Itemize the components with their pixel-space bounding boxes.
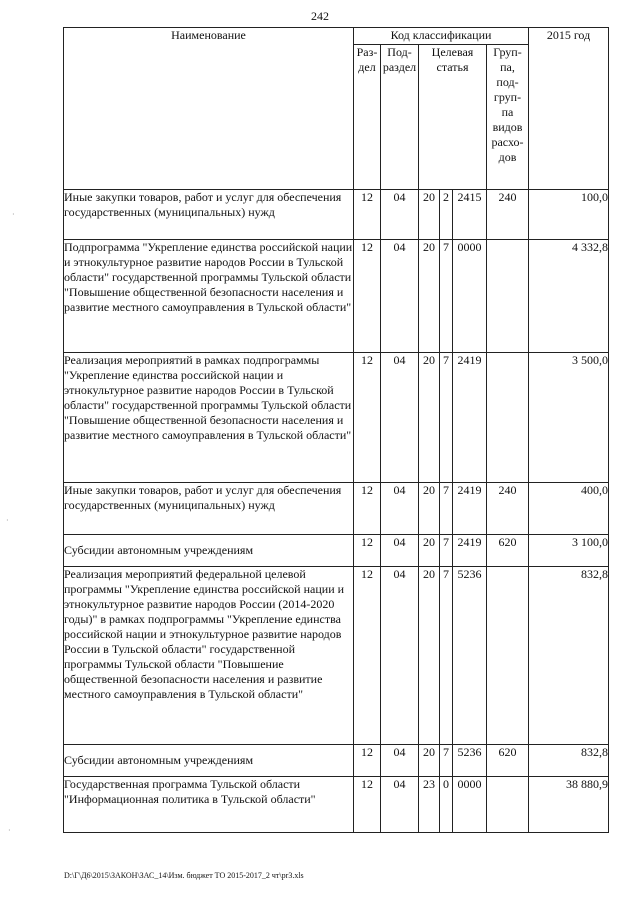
row-cs1: 20	[419, 745, 440, 777]
row-podrazdel: 04	[381, 567, 419, 745]
table-row	[64, 483, 609, 535]
row-name: Государственная программа Тульской области "Информационная политика в Тульской области"	[64, 777, 354, 833]
header-target-text: Целевая статья	[431, 45, 474, 74]
scan-speck: ·	[6, 516, 9, 525]
table-row	[64, 353, 609, 483]
row-cs3: 0000	[453, 777, 487, 833]
header-target	[419, 45, 487, 190]
row-cs2: 7	[440, 353, 453, 483]
header-subsection	[381, 45, 419, 190]
row-razdel: 12	[354, 483, 381, 535]
row-name: Реализация мероприятий федеральной целевой программы "Укрепление единства российской нации и этнокультурное развитие народов России (2014-2020 годы)" в рамках подпрограммы "Укрепление единства российской нации и этнокультурное развитие народов России в Тульской области" государственной программы Тульской области "Повышение общественной безопасности населения и развитие местного самоуправления в Тульской области"	[64, 567, 354, 745]
row-vid	[487, 567, 529, 745]
row-name: Субсидии автономным учреждениям	[64, 535, 354, 567]
row-cs3: 2419	[453, 535, 487, 567]
row-vid: 620	[487, 745, 529, 777]
scan-speck: ·	[8, 826, 11, 835]
row-razdel: 12	[354, 745, 381, 777]
row-vid	[487, 240, 529, 353]
header-section-text: Раз- дел	[356, 45, 378, 74]
table-header	[64, 28, 609, 190]
row-cs3: 2419	[453, 483, 487, 535]
table-row	[64, 567, 609, 745]
row-podrazdel: 04	[381, 535, 419, 567]
row-amount: 38 880,9	[529, 777, 609, 833]
row-name: Подпрограмма "Укрепление единства российской нации и этнокультурное развитие народов России в Тульской области" государственной программы Тульской области "Повышение общественной безопасности населения и развитие местного самоуправления в Тульской области"	[64, 240, 354, 353]
budget-table	[63, 27, 609, 833]
row-podrazdel: 04	[381, 483, 419, 535]
page-number: 242	[311, 9, 329, 23]
row-razdel: 12	[354, 777, 381, 833]
row-cs2: 2	[440, 190, 453, 240]
header-classification: Код классификации	[354, 28, 529, 45]
row-cs1: 20	[419, 353, 440, 483]
row-cs1: 20	[419, 567, 440, 745]
table-row	[64, 240, 609, 353]
row-amount: 400,0	[529, 483, 609, 535]
row-cs3: 5236	[453, 745, 487, 777]
header-group-text: Груп- па, под- груп- па видов расхо- дов	[491, 45, 524, 164]
row-cs2: 7	[440, 745, 453, 777]
row-cs1: 20	[419, 190, 440, 240]
row-podrazdel: 04	[381, 745, 419, 777]
row-cs3: 0000	[453, 240, 487, 353]
table-row	[64, 535, 609, 567]
row-cs2: 7	[440, 483, 453, 535]
row-vid: 240	[487, 483, 529, 535]
row-cs1: 23	[419, 777, 440, 833]
row-razdel: 12	[354, 535, 381, 567]
file-path-footer: D:\Г\Д6\2015\ЗАКОН\ЗАС_14\Изм. бюджет ТО 2015-2017_2 чт\pr3.xls	[64, 871, 304, 880]
row-amount: 3 100,0	[529, 535, 609, 567]
row-razdel: 12	[354, 353, 381, 483]
row-razdel: 12	[354, 567, 381, 745]
row-cs2: 7	[440, 240, 453, 353]
row-cs2: 0	[440, 777, 453, 833]
row-cs2: 7	[440, 535, 453, 567]
row-amount: 100,0	[529, 190, 609, 240]
table-row	[64, 745, 609, 777]
row-cs3: 2419	[453, 353, 487, 483]
row-amount: 832,8	[529, 745, 609, 777]
row-podrazdel: 04	[381, 240, 419, 353]
row-name: Субсидии автономным учреждениям	[64, 745, 354, 777]
header-year: 2015 год	[529, 28, 609, 190]
row-podrazdel: 04	[381, 777, 419, 833]
scan-speck: ·	[12, 210, 15, 219]
row-name: Реализация мероприятий в рамках подпрограммы "Укрепление единства российской нации и этнокультурное развитие народов России в Тульской области" государственной программы Тульской области "Повышение общественной безопасности населения и развитие местного самоуправления в Тульской области"	[64, 353, 354, 483]
row-cs1: 20	[419, 240, 440, 353]
row-razdel: 12	[354, 190, 381, 240]
row-vid: 240	[487, 190, 529, 240]
row-name: Иные закупки товаров, работ и услуг для обеспечения государственных (муниципальных) нужд	[64, 483, 354, 535]
row-amount: 3 500,0	[529, 353, 609, 483]
row-cs1: 20	[419, 483, 440, 535]
row-amount: 4 332,8	[529, 240, 609, 353]
row-name: Иные закупки товаров, работ и услуг для обеспечения государственных (муниципальных) нужд	[64, 190, 354, 240]
table-row	[64, 190, 609, 240]
row-vid	[487, 777, 529, 833]
header-subsection-text: Под- раздел	[382, 45, 417, 74]
row-razdel: 12	[354, 240, 381, 353]
row-vid	[487, 353, 529, 483]
row-cs1: 20	[419, 535, 440, 567]
header-section	[354, 45, 381, 190]
row-podrazdel: 04	[381, 190, 419, 240]
header-group	[487, 45, 529, 190]
row-vid: 620	[487, 535, 529, 567]
row-cs3: 5236	[453, 567, 487, 745]
row-amount: 832,8	[529, 567, 609, 745]
row-podrazdel: 04	[381, 353, 419, 483]
row-cs2: 7	[440, 567, 453, 745]
table-row	[64, 777, 609, 833]
header-name: Наименование	[64, 28, 354, 190]
row-cs3: 2415	[453, 190, 487, 240]
